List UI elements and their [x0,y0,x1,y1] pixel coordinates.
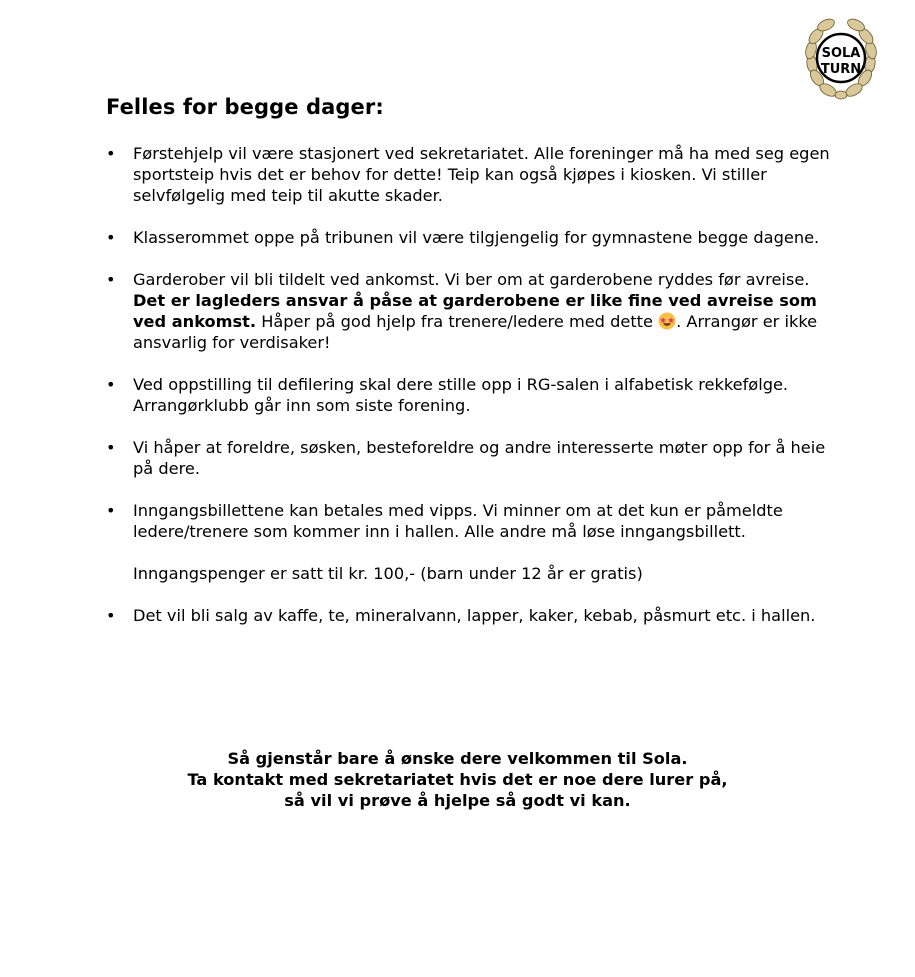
item-text: Ved oppstilling til defilering skal dere stille opp i RG-salen i alfabetisk rekkefølge. Arrangørklubb går inn som siste forening. [133,375,789,415]
list-item-changing-rooms [106,269,846,353]
list-item-classroom [106,227,846,248]
closing-message [0,748,915,811]
star-struck-emoji-icon [658,312,676,330]
item-text: Førstehjelp vil være stasjonert ved sekretariatet. Alle foreninger må ha med seg egen sportsteip hvis det er behov for dette! Teip kan også kjøpes i kiosken. Vi stiller selvfølgelig med teip til akutte skader. [133,144,830,205]
bullet: • [106,228,116,247]
item-text: Klasserommet oppe på tribunen vil være tilgjengelig for gymnastene begge dagene. [133,228,820,247]
list-item-kiosk [106,605,846,626]
list-item-parade [106,374,846,416]
list-item-tickets [106,500,846,584]
bullet: • [106,144,116,163]
logo-text-line1: SOLA [821,46,861,61]
sola-turn-logo [803,14,879,100]
closing-line: så vil vi prøve å hjelpe så godt vi kan. [284,791,631,810]
bullet: • [106,438,116,457]
item-text: Det vil bli salg av kaffe, te, mineralvann, lapper, kaker, kebab, påsmurt etc. i hallen. [133,606,816,625]
bullet: • [106,375,116,394]
logo-text-line2: TURN [820,62,862,77]
info-list [106,143,846,626]
list-item-first-aid [106,143,846,206]
page-heading: Felles for begge dager: [106,95,384,119]
bullet: • [106,501,116,520]
item-extra-text: Inngangspenger er satt til kr. 100,- (barn under 12 år er gratis) [133,564,643,583]
item-bold-text: Det er lagleders ansvar å påse at garderobene er like fine ved avreise som ved ankomst. [133,291,817,331]
item-text [133,269,846,353]
item-text: Vi håper at foreldre, søsken, besteforeldre og andre interesserte møter opp for å heie på dere. [133,438,826,478]
bullet: • [106,270,116,289]
closing-line: Så gjenstår bare å ønske dere velkommen til Sola. [227,749,688,768]
item-text: Inngangsbillettene kan betales med vipps. Vi minner om at det kun er påmeldte ledere/trenere som kommer inn i hallen. Alle andre må løse inngangsbillett. [133,501,783,541]
bullet: • [106,606,116,625]
item-text-part: Garderober vil bli tildelt ved ankomst. Vi ber om at garderobene ryddes før avreise. [133,270,810,289]
item-text-part: . Arrangør er ikke ansvarlig for verdisaker! [133,312,818,352]
item-text-part: Håper på god hjelp fra trenere/ledere med dette [256,312,659,331]
list-item-supporters [106,437,846,479]
closing-line: Ta kontakt med sekretariatet hvis det er noe dere lurer på, [187,770,728,789]
